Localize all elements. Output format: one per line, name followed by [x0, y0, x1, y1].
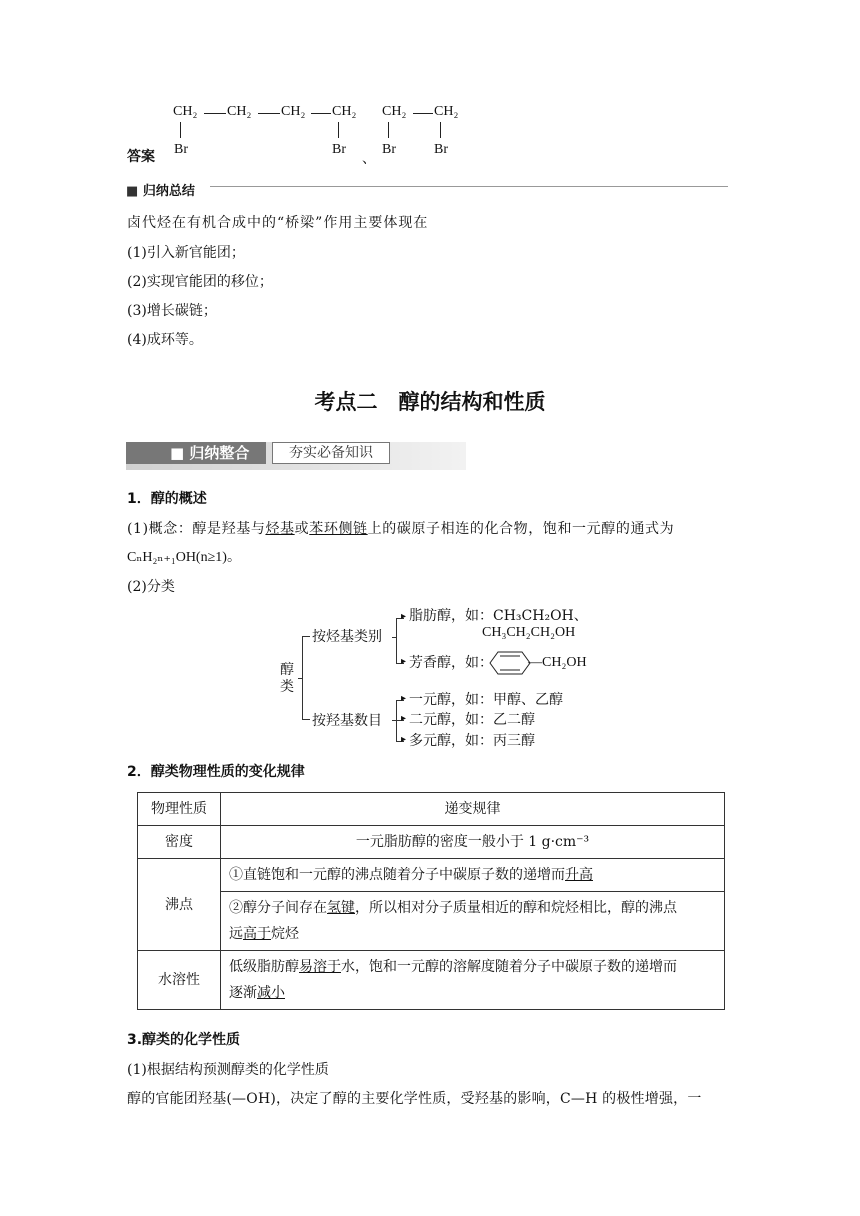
- formula1-br-1: Br: [174, 142, 188, 157]
- solubility-label: 水溶性: [138, 951, 221, 1010]
- formula2-ch2-b: CH₂: [434, 104, 459, 119]
- answer-label: 答案: [127, 149, 155, 165]
- density-label: 密度: [138, 826, 221, 859]
- summary-item-1: (1)引入新官能团；: [127, 245, 245, 261]
- def-mid: 或: [294, 521, 310, 537]
- answer-block: [0, 0, 860, 170]
- s2-heading: 2．醇类物理性质的变化规律: [127, 764, 305, 780]
- summary-bullet: ■: [126, 184, 143, 199]
- classification-diagram: 醇类 按烃基类别 按羟基数目 ▸ ▸ 脂肪醇，如：CH₃CH₂OH、 CH₃CH₂CH₂OH 芳香醇，如： —CH₂OH ▸ ▸ ▸ 一元醇，如：甲醇、乙醇 二元醇，如：乙二醇 多元醇，如：丙三醇: [280, 608, 588, 749]
- table-row: [138, 826, 725, 859]
- summary-item-2: (2)实现官能团的移位；: [127, 274, 273, 290]
- table-header-trend: 递变规律: [221, 793, 725, 826]
- diagram-branch-1: 按烃基类别: [312, 629, 382, 645]
- bp-underline-rise: 升高: [565, 867, 593, 883]
- s3-text: 醇的官能团羟基(—OH)，决定了醇的主要化学性质，受羟基的影响，C—H 的极性增强，一: [127, 1091, 702, 1107]
- formula2-ch2-a: CH₂: [382, 104, 407, 119]
- diagram-propanol: CH₃CH₂CH₂OH: [482, 625, 576, 640]
- summary-divider: [210, 186, 728, 187]
- formula1-ch2-c: CH₂: [281, 104, 306, 119]
- table-header-property: 物理性质: [138, 793, 221, 826]
- knowledge-bar: ■ 归纳整合 夯实必备知识: [126, 442, 466, 470]
- properties-table: [137, 792, 725, 1010]
- s1-definition: [127, 520, 674, 538]
- boiling-point-label: 沸点: [138, 859, 221, 951]
- s3-heading: 3.醇类的化学性质: [127, 1032, 241, 1048]
- knowledge-bar-label: 归纳整合: [189, 444, 250, 462]
- def-suffix: 上的碳原子相连的化合物，饱和一元醇的通式为: [367, 521, 675, 537]
- s3-sub1: (1)根据结构预测醇类的化学性质: [127, 1062, 329, 1078]
- s1-general-formula: CₙH₂ₙ₊₁OH(n≥1)。: [127, 550, 241, 565]
- formula1-ch2-a: CH₂: [173, 104, 198, 119]
- diagram-branch-2: 按羟基数目: [312, 713, 382, 729]
- answer-separator: 、: [362, 151, 376, 167]
- diagram-root: 醇类: [280, 662, 294, 695]
- section-title: 考点二 醇的结构和性质: [314, 390, 546, 414]
- diagram-ch2oh: —CH₂OH: [528, 655, 587, 670]
- table-row: [138, 892, 725, 951]
- s1-heading: 1．醇的概述: [127, 491, 207, 507]
- boiling-point-rule-1: ①直链饱和一元醇的沸点随着分子中碳原子数的递增而升高: [221, 859, 725, 892]
- sol-underline-soluble: 易溶于: [299, 959, 341, 975]
- boiling-point-rule-2: ②醇分子间存在氢键，所以相对分子质量相近的醇和烷烃相比，醇的沸点 远高于烷烃: [221, 892, 725, 951]
- bp-underline-hbond: 氢键: [327, 900, 355, 916]
- summary-item-3: (3)增长碳链；: [127, 303, 217, 319]
- summary-title: 归纳总结: [142, 184, 195, 199]
- def-underline-benzene-side-chain: 苯环侧链: [309, 521, 368, 537]
- diagram-dihydric: 二元醇，如：乙二醇: [409, 712, 535, 728]
- formula1-ch2-d: CH₂: [332, 104, 357, 119]
- formula1-br-2: Br: [332, 142, 346, 157]
- formula2-br-2: Br: [434, 142, 448, 157]
- bp-underline-higher: 高于: [243, 926, 271, 942]
- knowledge-bar-tag: 夯实必备知识: [272, 442, 390, 464]
- def-prefix: (1)概念：醇是羟基与: [127, 521, 266, 537]
- solubility-value: 低级脂肪醇易溶于水，饱和一元醇的溶解度随着分子中碳原子数的递增而 逐渐减小: [221, 951, 725, 1010]
- summary-bar: [126, 180, 195, 201]
- def-underline-hydrocarbyl: 烃基: [265, 521, 295, 537]
- table-row: [138, 859, 725, 892]
- s1-classify: (2)分类: [127, 579, 175, 595]
- table-row: [138, 951, 725, 1010]
- diagram-polyhydric: 多元醇，如：丙三醇: [409, 733, 535, 749]
- summary-intro: 卤代烃在有机合成中的“桥梁”作用主要体现在: [127, 215, 429, 231]
- formula2-br-1: Br: [382, 142, 396, 157]
- formula1-ch2-b: CH₂: [227, 104, 252, 119]
- summary-item-4: (4)成环等。: [127, 332, 203, 348]
- diagram-fatty-alcohol: 脂肪醇，如：CH₃CH₂OH、: [409, 608, 588, 624]
- sol-underline-decrease: 减小: [257, 985, 285, 1001]
- table-row: [138, 793, 725, 826]
- density-value: 一元脂肪醇的密度一般小于 1 g·cm⁻³: [221, 826, 725, 859]
- diagram-monohydric: 一元醇，如：甲醇、乙醇: [409, 692, 563, 708]
- diagram-aromatic-alcohol: 芳香醇，如：: [409, 655, 493, 671]
